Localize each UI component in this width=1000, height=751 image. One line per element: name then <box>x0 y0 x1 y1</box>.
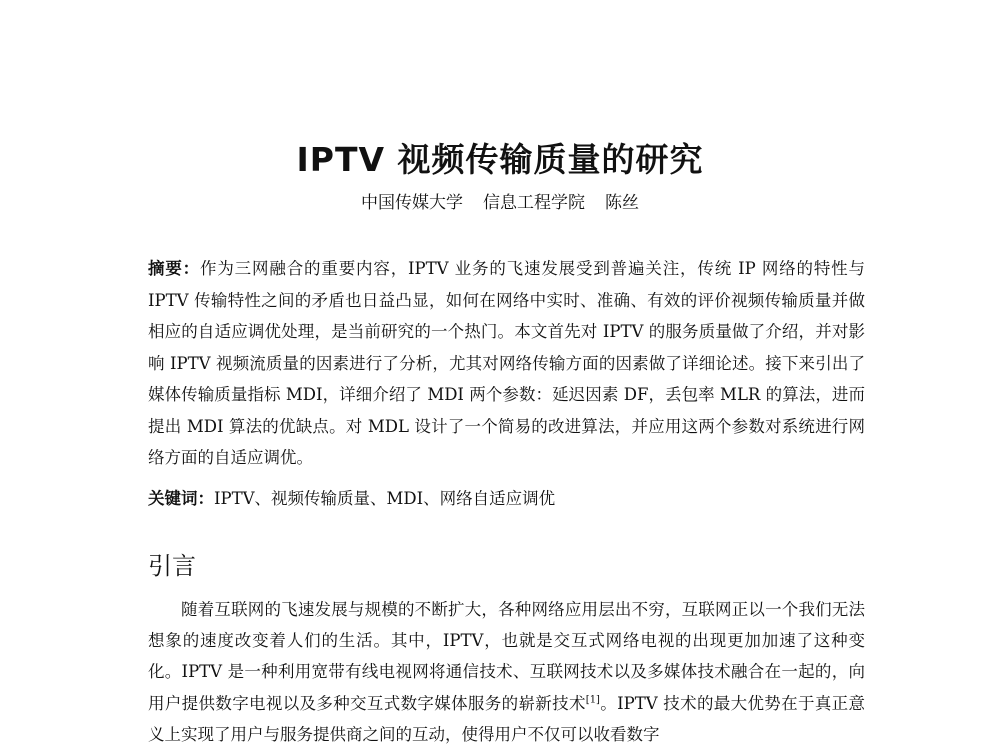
author-name: 陈丝 <box>605 193 639 213</box>
section-heading-introduction: 引言 <box>148 552 196 580</box>
citation-marker: [1] <box>585 694 600 706</box>
author-affiliation <box>0 190 1000 216</box>
university-name: 中国传媒大学 <box>361 193 463 213</box>
keywords-text: IPTV、视频传输质量、MDI、网络自适应调优 <box>214 489 556 508</box>
introduction-text-continued: 。IPTV 技术的最大优势在于真正意义上实现了用户与服务提供商之间的互动，使得用户不仅可以收看数字 <box>148 693 865 744</box>
introduction-text: 随着互联网的飞速发展与规模的不断扩大，各种网络应用层出不穷，互联网正以一个我们无法想象的速度改变着人们的生活。其中，IPTV，也就是交互式网络电视的出现更加加速了这种变化。IPTV 是一种利用宽带有线电视网将通信技术、互联网技术以及多媒体技术融合在一起的，向用户提供数字电视以及多种交互式数字媒体服务的崭新技术 <box>148 600 865 713</box>
abstract-label: 摘要： <box>148 259 201 278</box>
introduction-paragraph <box>148 594 865 750</box>
abstract-text: 作为三网融合的重要内容，IPTV 业务的飞速发展受到普遍关注，传统 IP 网络的特性与 IPTV 传输特性之间的矛盾也日益凸显，如何在网络中实时、准确、有效的评价视频传输质量并做相应的自适应调优处理，是当前研究的一个热门。本文首先对 IPTV 的服务质量做了介绍，并对影响 IPTV 视频流质量的因素进行了分析，尤其对网络传输方面的因素做了详细论述。接下来引出了媒体传输质量指标 MDI，详细介绍了 MDI 两个参数：延迟因素 DF，丢包率 MLR 的算法，进而提出 MDI 算法的优缺点。对 MDL 设计了一个简易的改进算法，并应用这两个参数对系统进行网络方面的自适应调优。 <box>148 259 865 467</box>
paper-title: IPTV 视频传输质量的研究 <box>296 140 704 179</box>
keywords-label: 关键词： <box>148 489 214 508</box>
school-name: 信息工程学院 <box>483 193 585 213</box>
keywords <box>148 484 865 514</box>
abstract <box>148 253 865 474</box>
